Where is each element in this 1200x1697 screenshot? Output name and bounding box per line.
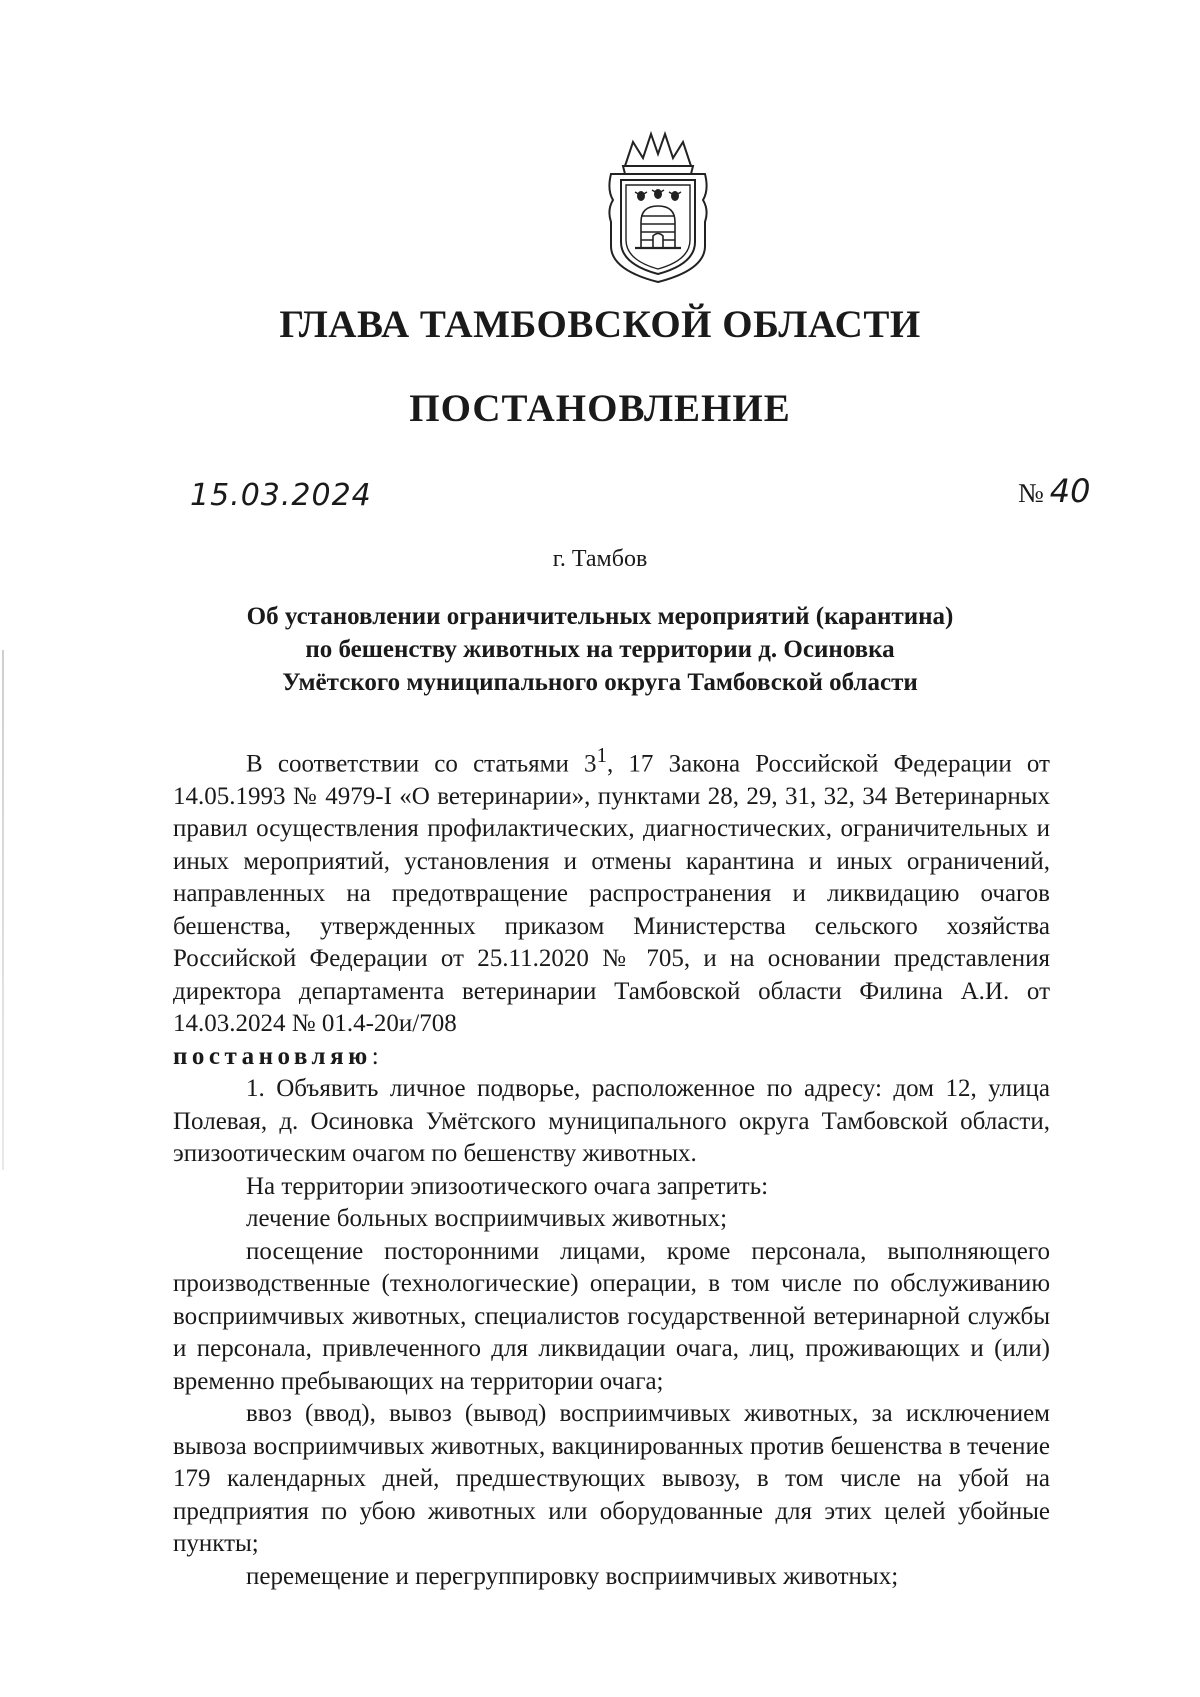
scan-edge-line (2, 650, 4, 1170)
preamble-paragraph (173, 739, 1050, 1041)
item-1-paragraph: 1. Объявить личное подворье, расположенное по адресу: дом 12, улица Полевая, д. Осиновка Умётского муниципального округа Тамбовской области, эпизоотическим очагом по бешенству животных. (173, 1075, 1050, 1168)
document-date: 15.03.2024 (190, 478, 372, 513)
decree-word: постановляю (173, 1042, 372, 1070)
issue-city: г. Тамбов (552, 546, 648, 572)
preamble-text-continued: , 17 Закона Российской Федерации от 14.05.1993 № 4979-I «О ветеринарии», пунктами 28, 29, 31, 32, 34 Ветеринарных правил осуществления профилактических, диагностических, ограничительных и иных мероприятий, установления и отмены карантина и иных ограничений, направленных на предотвращение распространения и ликвидацию очагов бешенства, утвержденных приказом Министерства сельского хозяйства Российской Федерации от 25.11.2020 № 705, и на основании представления директора департамента ветеринарии Тамбовской области Филина А.И. от 14.03.2024 № 01.4-20и/708 (173, 750, 1050, 1038)
number-value: 40 (1049, 472, 1091, 510)
decree-paragraph (173, 1041, 1050, 1074)
prohibition-item: лечение больных восприимчивых животных; (246, 1205, 728, 1233)
title-line: по бешенству животных на территории д. Осиновка (305, 636, 895, 663)
title-line: Об установлении ограничительных мероприятий (карантина) (246, 603, 954, 630)
title-line: Умётского муниципального округа Тамбовской области (282, 669, 918, 696)
article-superscript: 1 (596, 743, 607, 767)
number-sign: № (1018, 478, 1044, 508)
document-type-heading: ПОСТАНОВЛЕНИЕ (409, 387, 791, 430)
prohibition-item: перемещение и перегруппировку восприимчивых животных; (246, 1562, 899, 1590)
tambov-region-coat-of-arms-icon (603, 130, 713, 285)
decree-colon: : (371, 1042, 379, 1070)
prohibition-item: ввоз (ввод), вывоз (вывод) восприимчивых животных, за исключением вывоза восприимчивых животных, вакцинированных против бешенства в течение 179 календарных дней, предшествующих вывозу, в том числе на убой на предприятия по убою животных или оборудованные для этих целей убойные пункты; (173, 1400, 1050, 1558)
preamble-text: В соответствии со статьями 3 (246, 750, 597, 778)
document-title (0, 600, 1200, 699)
issuing-authority: ГЛАВА ТАМБОВСКОЙ ОБЛАСТИ (279, 303, 921, 346)
prohibition-item: посещение посторонними лицами, кроме персонала, выполняющего производственные (технологические) операции, в том числе по обслуживанию восприимчивых животных, специалистов государственной ветеринарной службы и персонала, привлеченного для ликвидации очага, лиц, проживающих и (или) временно пребывающих на территории очага; (173, 1237, 1050, 1395)
prohibition-intro: На территории эпизоотического очага запретить: (246, 1172, 769, 1200)
document-number (1018, 472, 1090, 510)
document-body (173, 739, 1050, 1593)
